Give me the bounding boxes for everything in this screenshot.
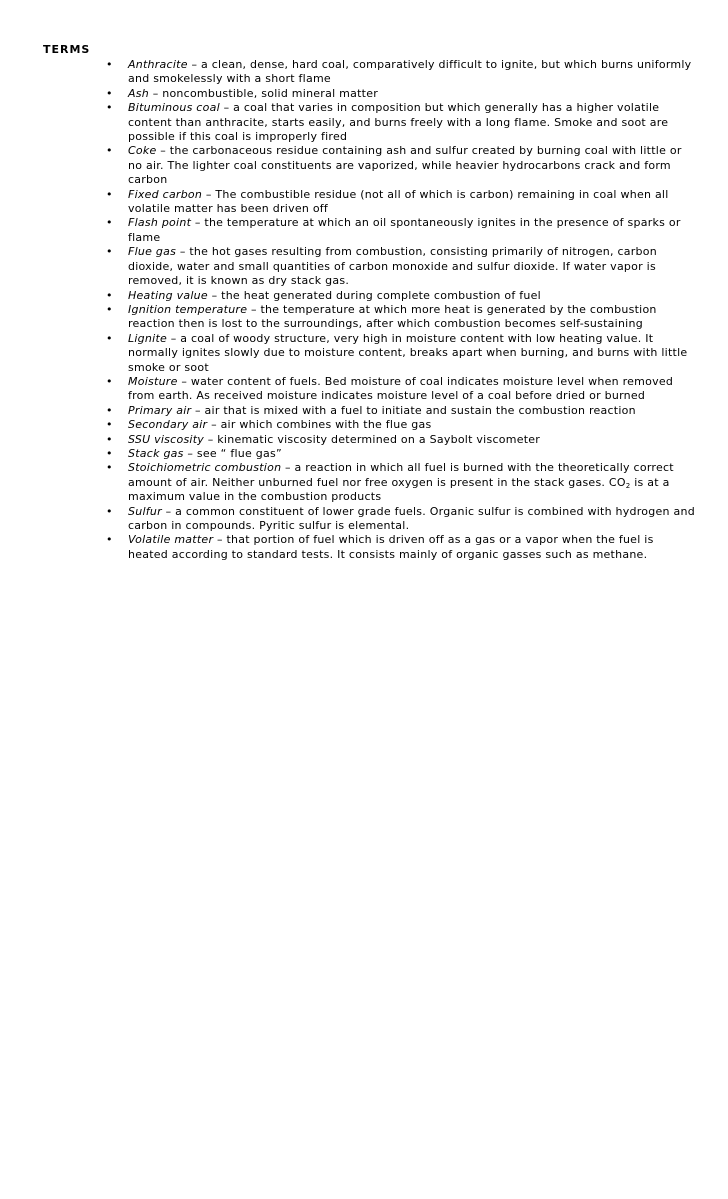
term-definition: – The combustible residue (not all of which is carbon) remaining in coal when all volatile matter has been driven off xyxy=(128,187,669,216)
bullet-icon: • xyxy=(106,446,113,460)
terms-list xyxy=(96,58,696,562)
bullet-icon: • xyxy=(106,533,113,547)
term-fixed-carbon xyxy=(96,188,696,217)
bullet-icon: • xyxy=(106,432,113,446)
term-name: Coke xyxy=(128,144,157,158)
term-name: Secondary air xyxy=(128,418,208,432)
term-definition: – kinematic viscosity determined on a Saybolt viscometer xyxy=(204,432,541,446)
term-secondary-air xyxy=(96,418,696,432)
term-heating-value xyxy=(96,289,696,303)
bullet-icon: • xyxy=(106,461,113,475)
term-moisture xyxy=(96,375,696,404)
term-name: Flue gas xyxy=(128,245,177,259)
term-name: Stoichiometric combustion xyxy=(128,461,282,475)
section-heading: TERMS xyxy=(43,43,91,56)
term-stack-gas xyxy=(96,447,696,461)
term-definition-tail: is at a maximum value in the combustion products xyxy=(128,475,670,504)
term-definition: – noncombustible, solid mineral matter xyxy=(148,86,378,100)
term-definition: – the hot gases resulting from combustion, consisting primarily of nitrogen, carbon dioxide, water and small quantities of carbon monoxide and sulfur dioxide. If water vapor is removed, it is known as dry stack gas. xyxy=(128,245,657,288)
term-definition: – the temperature at which more heat is generated by the combustion reaction then is lost to the surroundings, after which combustion becomes self-sustaining xyxy=(128,302,657,331)
term-definition: – the heat generated during complete combustion of fuel xyxy=(207,288,541,302)
co2-subscript: 2 xyxy=(625,481,631,490)
term-coke xyxy=(96,144,696,187)
term-definition: – air which combines with the flue gas xyxy=(207,418,432,432)
term-name: Lignite xyxy=(128,331,168,345)
term-name: Anthracite xyxy=(128,58,188,71)
term-lignite xyxy=(96,332,696,375)
term-name: Primary air xyxy=(128,403,192,417)
term-definition: – the carbonaceous residue containing ash and sulfur created by burning coal with little or no air. The lighter coal constituents are vaporized, while heavier hydrocarbons crack and form carbon xyxy=(128,144,682,187)
term-name: SSU viscosity xyxy=(128,432,205,446)
term-definition: – a coal that varies in composition but which generally has a higher volatile content than anthracite, starts easily, and burns freely with a long flame. Smoke and soot are possible if this coal is improperly fired xyxy=(128,101,669,144)
term-name: Ignition temperature xyxy=(128,302,248,316)
term-name: Heating value xyxy=(128,288,208,302)
bullet-icon: • xyxy=(106,504,113,518)
term-definition: – see “ flue gas” xyxy=(183,446,282,460)
bullet-icon: • xyxy=(106,101,113,115)
bullet-icon: • xyxy=(106,216,113,230)
bullet-icon: • xyxy=(106,403,113,417)
bullet-icon: • xyxy=(106,144,113,158)
bullet-icon: • xyxy=(106,302,113,316)
term-name: Bituminous coal xyxy=(128,101,220,115)
term-anthracite xyxy=(96,58,696,87)
term-volatile-matter xyxy=(96,533,696,562)
bullet-icon: • xyxy=(106,187,113,201)
co2-formula: CO xyxy=(608,475,626,489)
term-definition: – a common constituent of lower grade fuels. Organic sulfur is combined with hydrogen and carbon in compounds. Pyritic sulfur is elemental. xyxy=(128,504,695,532)
term-definition: – water content of fuels. Bed moisture of coal indicates moisture level when removed from earth. As received moisture indicates moisture level of a coal before dried or burned xyxy=(128,374,674,403)
term-stoichiometric-combustion xyxy=(96,461,696,504)
term-name: Ash xyxy=(128,86,149,100)
bullet-icon: • xyxy=(106,418,113,432)
term-ignition-temperature xyxy=(96,303,696,332)
term-definition: – a clean, dense, hard coal, comparatively difficult to ignite, but which burns uniformly and smokelessly with a short flame xyxy=(128,58,692,86)
term-definition: – a reaction in which all fuel is burned with the theoretically correct amount of air. Neither unburned fuel nor free oxygen is present in the stack gases. xyxy=(128,461,674,489)
term-name: Volatile matter xyxy=(128,533,214,547)
term-definition: – the temperature at which an oil spontaneously ignites in the presence of sparks or flame xyxy=(128,216,681,244)
term-primary-air xyxy=(96,404,696,418)
bullet-icon: • xyxy=(106,288,113,302)
bullet-icon: • xyxy=(106,86,113,100)
term-flash-point xyxy=(96,216,696,245)
term-bituminous-coal xyxy=(96,101,696,144)
term-sulfur xyxy=(96,505,696,534)
bullet-icon: • xyxy=(106,58,113,71)
term-definition: – a coal of woody structure, very high in moisture content with low heating value. It normally ignites slowly due to moisture content, breaks apart when burning, and burns with little smoke or soot xyxy=(128,331,688,374)
term-name: Moisture xyxy=(128,374,178,388)
term-flue-gas xyxy=(96,245,696,288)
term-name: Sulfur xyxy=(128,504,162,518)
term-definition: – air that is mixed with a fuel to initiate and sustain the combustion reaction xyxy=(191,403,636,417)
term-name: Flash point xyxy=(128,216,192,230)
term-ssu-viscosity xyxy=(96,433,696,447)
term-name: Stack gas xyxy=(128,446,184,460)
bullet-icon: • xyxy=(106,331,113,345)
term-definition: – that portion of fuel which is driven off as a gas or a vapor when the fuel is heated according to standard tests. It consists mainly of organic gasses such as methane. xyxy=(128,533,654,561)
bullet-icon: • xyxy=(106,374,113,388)
term-ash xyxy=(96,87,696,101)
bullet-icon: • xyxy=(106,245,113,259)
term-name: Fixed carbon xyxy=(128,187,203,201)
